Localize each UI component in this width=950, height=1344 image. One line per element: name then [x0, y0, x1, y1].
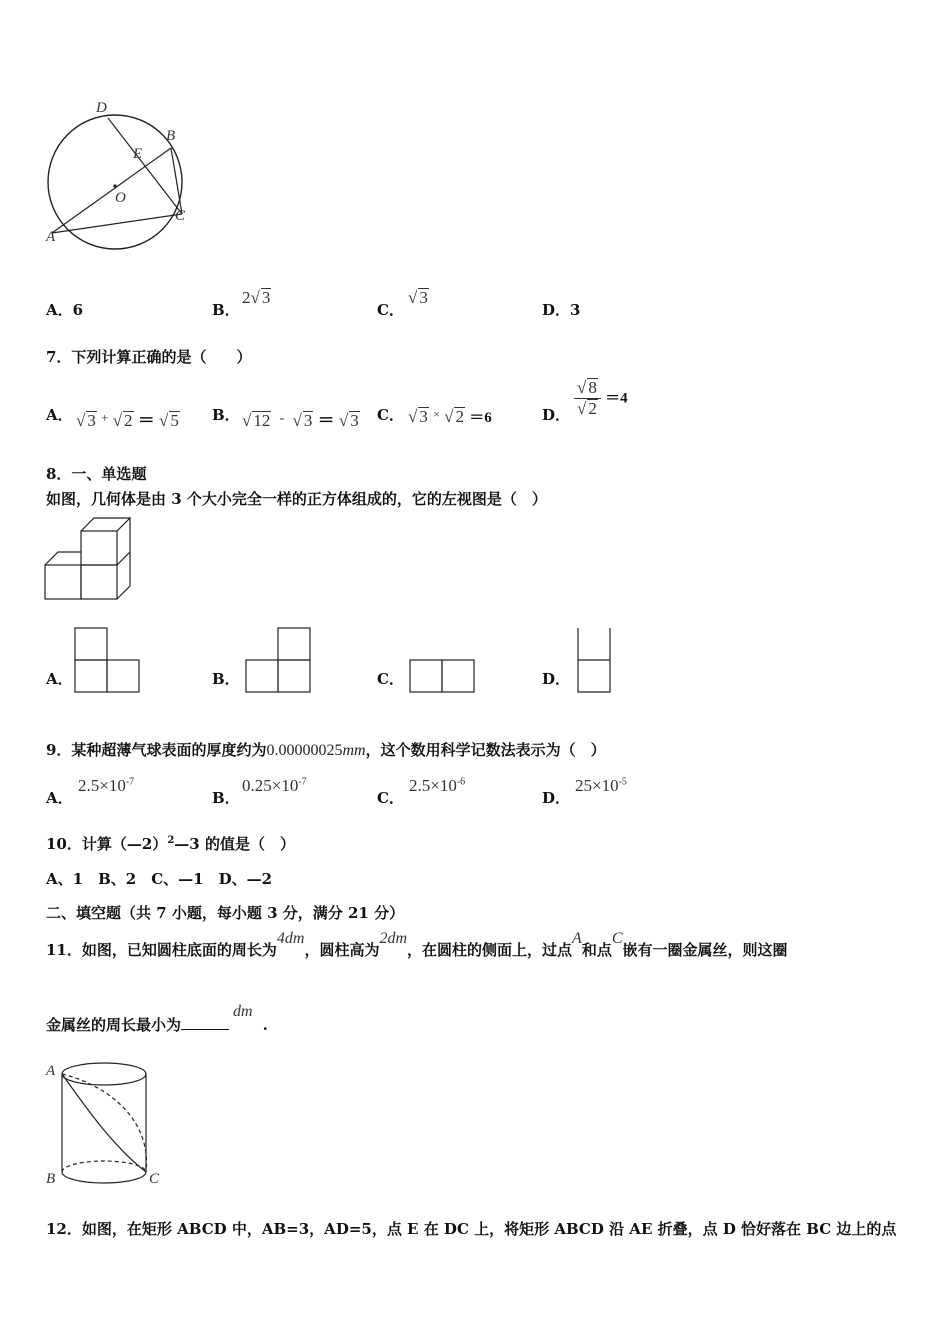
label-a: A [46, 229, 56, 245]
q6-option-c-letter[interactable]: C． [377, 301, 404, 319]
q9-option-a-letter[interactable]: A． [46, 789, 73, 807]
q9-option-b-value: $0.25\times 10^{-7}$ [242, 776, 307, 795]
q9-stem: 9．某种超薄气球表面的厚度约为0.00000025mm，这个数用科学记数法表示为（ ） [46, 741, 606, 759]
q9-option-c-value: $2.5\times 10^{-6}$ [409, 776, 466, 795]
q8-option-a-view [74, 627, 140, 693]
q6-option-c-value: √ 3 [408, 288, 428, 307]
q7-option-a-expr: √ 3 + √ 2 ＝ √ 5 [76, 410, 179, 430]
circle-diagram [40, 100, 200, 260]
q9-option-d-value: $25\times 10^{-5}$ [575, 776, 627, 795]
q8-option-c-letter[interactable]: C． [377, 670, 404, 688]
q8-option-d-letter[interactable]: D． [542, 670, 571, 688]
q10-options[interactable]: A、1 B、2 C、—1 D、—2 [46, 870, 273, 888]
q6-option-d[interactable]: D．3 [542, 301, 581, 319]
cylinder-figure [44, 1062, 164, 1190]
q9-option-b-letter[interactable]: B． [212, 789, 240, 807]
cyl-label-b: B [46, 1171, 56, 1187]
q12-stem: 12．如图，在矩形 ABCD 中，AB=3，AD=5，点 E 在 DC 上，将矩形 ABCD 沿 AE 折叠，点 D 恰好落在 BC 边上的点 [46, 1220, 897, 1238]
q8-header: 8．一、单选题 [46, 465, 147, 483]
cyl-label-c: C [149, 1171, 160, 1187]
q7-option-b-letter[interactable]: B． [212, 406, 240, 424]
q7-option-c-expr: √ 3 × √ 2 ＝6 [408, 407, 492, 426]
q6-option-b-value: 2√ 3 [242, 288, 271, 307]
q11-stem-line1: 11．如图，已知圆柱底面的周长为4dm，圆柱高为2dm，在圆柱的侧面上，过点A和点C嵌有一圈金属丝，则这圈 [46, 930, 788, 959]
q8-option-b-view [245, 627, 311, 693]
label-b: B [166, 128, 176, 144]
q8-option-d-view [577, 627, 611, 693]
q8-option-a-letter[interactable]: A． [46, 670, 73, 688]
cubes-3d-figure [44, 516, 136, 604]
q7-stem: 7．下列计算正确的是（ ） [46, 348, 252, 366]
q9-option-a-value: $2.5\times 10^{-7}$ [78, 776, 135, 795]
q11-stem-line2: 金属丝的周长最小为dm. [46, 1003, 268, 1034]
q9-option-c-letter[interactable]: C． [377, 789, 404, 807]
cyl-label-a: A [46, 1063, 56, 1079]
q8-stem: 如图，几何体是由 3 个大小完全一样的正方体组成的，它的左视图是（ ） [46, 490, 547, 508]
q7-option-c-letter[interactable]: C． [377, 406, 404, 424]
section-title: 二、填空题（共 7 小题，每小题 3 分，满分 21 分） [46, 904, 405, 922]
answer-blank[interactable] [181, 1029, 229, 1030]
q7-option-b-expr: √ 12 - √ 3 ＝ √ 3 [242, 411, 359, 430]
q7-option-a-letter[interactable]: A． [46, 406, 73, 424]
q6-option-b-letter[interactable]: B． [212, 301, 240, 319]
q7-option-d-expr: $\frac{√ 8}{√ 2}$ ＝4 [574, 378, 628, 419]
q6-option-a[interactable]: A．6 [46, 301, 84, 319]
q9-option-d-letter[interactable]: D． [542, 789, 571, 807]
label-c: C [175, 208, 186, 224]
q10-stem: 10．计算（—2）$^2$—3 的值是（ ） [46, 835, 295, 853]
q8-option-b-letter[interactable]: B． [212, 670, 240, 688]
label-o: O [115, 190, 126, 206]
label-e: E [133, 146, 143, 162]
q7-option-d-letter[interactable]: D． [542, 406, 571, 424]
label-d: D [96, 100, 107, 116]
q8-option-c-view [409, 659, 475, 693]
